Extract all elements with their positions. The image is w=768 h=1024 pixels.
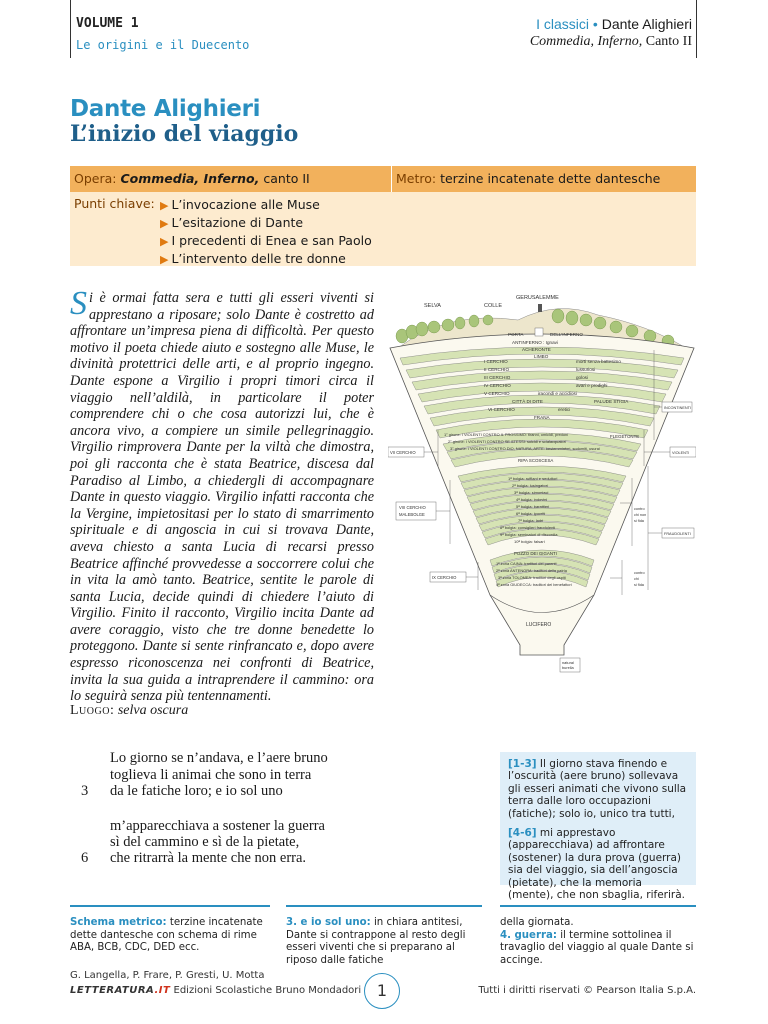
label-palude: PALUDE STIGIA xyxy=(594,399,629,404)
page-number: 1 xyxy=(364,973,400,1009)
keypoint: ▶ L’esitazione di Dante xyxy=(160,215,304,230)
verse-line: da le fatiche loro; e io sol uno xyxy=(110,783,283,799)
title-author: Dante Alighieri xyxy=(70,96,261,122)
footnote-rule xyxy=(70,905,270,907)
label-flegetonte: FLEGETONTE xyxy=(610,434,640,439)
label-porta: PORTA xyxy=(508,332,524,337)
inferno-diagram xyxy=(388,290,696,685)
circle-desc: lussuriosi xyxy=(576,367,596,372)
keypoints-list xyxy=(160,196,372,268)
volume-subtitle: Le origini e il Duecento xyxy=(76,38,250,52)
keypoint: ▶ L’invocazione alle Muse xyxy=(160,197,320,212)
bolgia: 9ª bolgia: seminatori di discordia xyxy=(500,532,558,537)
label-note1-a: contro xyxy=(634,507,645,511)
volume-label: VOLUME 1 xyxy=(76,16,139,31)
label-porta-right: DELL’INFERNO xyxy=(550,332,583,337)
label-burella-1: natural xyxy=(562,660,574,665)
label-ripa: RIPA SCOSCESA xyxy=(518,458,554,463)
label-note1-c: si fida xyxy=(634,519,644,523)
circle-label: V CERCHIO xyxy=(484,391,510,396)
circle-label: III CERCHIO xyxy=(484,375,511,380)
note-1: [1-3] Il giorno stava finendo e l’oscurità (aere bruno) sollevava gli esseri animati che vivono sulla terra dalle loro occupazioni (fatiche); solo io, unico tra tutti, xyxy=(508,758,687,820)
label-gerusalemme: GERUSALEMME xyxy=(516,295,559,301)
label-burella-2: burella xyxy=(562,665,574,670)
header-rule-right xyxy=(696,0,697,58)
footer-authors: G. Langella, P. Frare, P. Gresti, U. Motta xyxy=(70,970,265,981)
dropcap: S xyxy=(70,285,87,322)
intro-text: Si è ormai fatta sera e tutti gli esseri viventi si apprestano a riposare; solo Dante è costretto ad affrontare un’impresa piena di difficoltà. Per questo motivo il poeta chiede aiuto e sostegno alle Muse, le divinità protettrici delle arti, e al proprio ingegno. Dante espone a Virgilio i propri timori circa il viaggio nell’aldilà, in particolare il poter comprendere chi o che cosa autorizzi lui, che è ancora vivo, a compiere un simile pellegrinaggio. Virgilio rimprovera Dante per la viltà che dimostra, poi gli racconta che è stata Beatrice, discesa dal Paradiso al Limbo, a chiedergli di accompagnare Dante in questo viaggio. Virgilio infatti racconta che la Vergine, impietositasi per lo stato di smarrimento spirituale e di angoscia in cui si trovava Dante, aveva chiesto a santa Lucia di recarsi presso Beatrice affinché provvedesse a soccorrere colui che in vita la amò tanto. Beatrice, sentite le parole di santa Lucia, decide quindi di chiedere l’aiuto di Virgilio. Finito il racconto, Virgilio incita Dante ad avere coraggio, visto che tre donne benedette lo proteggono. Dante si sente rinfrancato e, dopo avere espresso riconoscenza nei confronti di Beatrice, invita la sua guida a intraprendere il cammino: ora lo seguirà senza più tentennamenti. xyxy=(70,285,374,705)
bolgia: 8ª bolgia: consiglieri fraudolenti xyxy=(500,525,556,530)
bolgia: 7ª bolgia: ladri xyxy=(518,518,544,523)
circle-desc: iracondi e accidiosi xyxy=(538,391,577,396)
verse-number: 6 xyxy=(81,850,89,866)
header-rule-left xyxy=(70,0,71,58)
label-violenti: VIOLENTI xyxy=(672,451,690,455)
circle-desc: golosi xyxy=(576,375,589,380)
zona: 1ª zona CAINA: traditori dei parenti xyxy=(496,561,557,566)
label-colle: COLLE xyxy=(484,303,503,309)
circle-label: IV CERCHIO xyxy=(484,383,511,388)
label-vii: VII CERCHIO xyxy=(390,450,416,455)
label-fraudolenti: FRAUDOLENTI xyxy=(664,532,691,536)
bolgia: 10ª bolgia: falsari xyxy=(514,539,545,544)
footer-rights: Tutti i diritti riservati © Pearson Italia S.p.A. xyxy=(478,985,696,996)
verse-line: sì del cammino e sì de la pietate, xyxy=(110,834,300,850)
zona: 4ª zona GIUDECCA: traditori dei benefattori xyxy=(496,582,572,587)
label-lucifero: LUCIFERO xyxy=(526,622,552,628)
verse-line: toglieva li animai che sono in terra xyxy=(110,767,312,783)
label-malebolge: MALEBOLGE xyxy=(399,512,425,517)
label-note2-a: contro xyxy=(634,571,645,575)
paraphrase-box xyxy=(500,752,696,902)
label-note2-c: si fida xyxy=(634,583,644,587)
verse-line: Lo giorno se n’andava, e l’aere bruno xyxy=(110,750,328,766)
bolgia: 6ª bolgia: ipocriti xyxy=(516,511,546,516)
page-title: L’inizio del viaggio xyxy=(70,121,299,147)
bolgia: 2ª bolgia: lusingatori xyxy=(512,483,548,488)
circle-desc: avari e prodighi xyxy=(576,383,608,388)
header-work: Commedia, Inferno, xyxy=(529,34,643,49)
opera-cell: Opera: Commedia, Inferno, canto II xyxy=(70,166,392,192)
header-canto: Canto II xyxy=(645,34,692,49)
info-box xyxy=(70,166,696,266)
label-selva: SELVA xyxy=(424,303,441,309)
footer-publisher: LETTERATURA.IT Edizioni Scolastiche Bruno Mondadori xyxy=(70,985,362,996)
letteratura-logo: LETTERATURA.IT xyxy=(70,985,171,996)
footnote-rule xyxy=(500,905,696,907)
circle-label: I CERCHIO xyxy=(484,359,508,364)
zona: 3ª zona TOLOMEA: traditori degli ospiti xyxy=(498,575,566,580)
verse-line: m’apparecchiava a sostener la guerra xyxy=(110,818,325,834)
verse-number: 3 xyxy=(81,783,89,799)
footnote-4: della giornata. 4. guerra: il termine sottolinea il travaglio del viaggio al quale Dante si accinge. xyxy=(500,917,694,966)
circle-desc: morti senza battesimo xyxy=(576,359,621,364)
label-acheronte: ACHERONTE xyxy=(522,347,551,352)
arrow-icon: ▶ xyxy=(160,253,169,266)
arrow-icon: ▶ xyxy=(160,199,169,212)
label-incontinenti: INCONTINENTI xyxy=(664,406,691,410)
label-vi-cerchio: VI CERCHIO xyxy=(488,407,515,412)
zona: 2ª zona ANTENORA: traditori della patria xyxy=(496,568,567,573)
girone: 1° girone: I VIOLENTI CONTRO IL PROSSIMO: tiranni, omicidi, predoni xyxy=(444,432,569,437)
label-pozzo: POZZO DEI GIGANTI xyxy=(514,551,557,556)
note-2: [4-6] mi apprestavo (apparecchiava) ad affrontare (sostener) la dura prova (guerra) sia del viaggio, sia dell’angoscia (pietate), che la memoria (mente), che non sbaglia, riferirà. xyxy=(508,827,685,902)
header-right: I classici • Dante Alighieri Commedia, Inferno, Canto II xyxy=(529,16,692,49)
verse-line: che ritrarrà la mente che non erra. xyxy=(110,850,307,866)
bolgia: 1ª bolgia: ruffiani e seduttori xyxy=(508,476,558,481)
footnote-rule xyxy=(286,905,482,907)
keypoint: ▶ I precedenti di Enea e san Paolo xyxy=(160,233,372,248)
bolgia: 3ª bolgia: simoniaci xyxy=(514,490,549,495)
label-ix: IX CERCHIO xyxy=(432,575,457,580)
label-note2-b: chi xyxy=(634,577,639,581)
footnote-metrico: Schema metrico: terzine incatenate dette dantesche con schema di rime ABA, BCB, CDC, DED ecc. xyxy=(70,917,263,954)
metro-cell: Metro: terzine incatenate dette dantesche xyxy=(396,171,661,186)
keypoints-label: Punti chiave: xyxy=(74,196,155,211)
label-note1-b: chi non xyxy=(634,513,647,517)
bolgia: 5ª bolgia: barattieri xyxy=(516,504,550,509)
arrow-icon: ▶ xyxy=(160,235,169,248)
girone: 3° girone: I VIOLENTI CONTRO DIO, NATURA, ARTE: bestemmiatori, sodomiti, usurai xyxy=(450,446,600,451)
circle-label: II CERCHIO xyxy=(484,367,510,372)
bolgia: 4ª bolgia: indovini xyxy=(516,497,548,502)
arrow-icon: ▶ xyxy=(160,217,169,230)
label-frana: FRANA xyxy=(534,415,550,420)
luogo: Luogo: selva oscura xyxy=(70,703,189,718)
label-limbo: LIMBO xyxy=(534,354,549,359)
label-antinferno: ANTINFERNO : Ignavi xyxy=(512,340,558,345)
keypoint: ▶ L’intervento delle tre donne xyxy=(160,251,346,266)
label-eretici: eretici xyxy=(558,407,571,412)
footnote-3: 3. e io sol uno: in chiara antitesi, Dante si contrappone al resto degli esseri viventi che si preparano al riposo dalle fatiche xyxy=(286,917,466,966)
girone: 2° girone: I VIOLENTI CONTRO SE STESSI: suicidi e scialacquatori xyxy=(448,439,566,444)
label-citta-dite: CITTÀ DI DITE xyxy=(512,399,543,404)
label-viii: VIII CERCHIO xyxy=(399,505,426,510)
header-author: Dante Alighieri xyxy=(601,16,692,32)
series-label: I classici xyxy=(536,16,590,32)
